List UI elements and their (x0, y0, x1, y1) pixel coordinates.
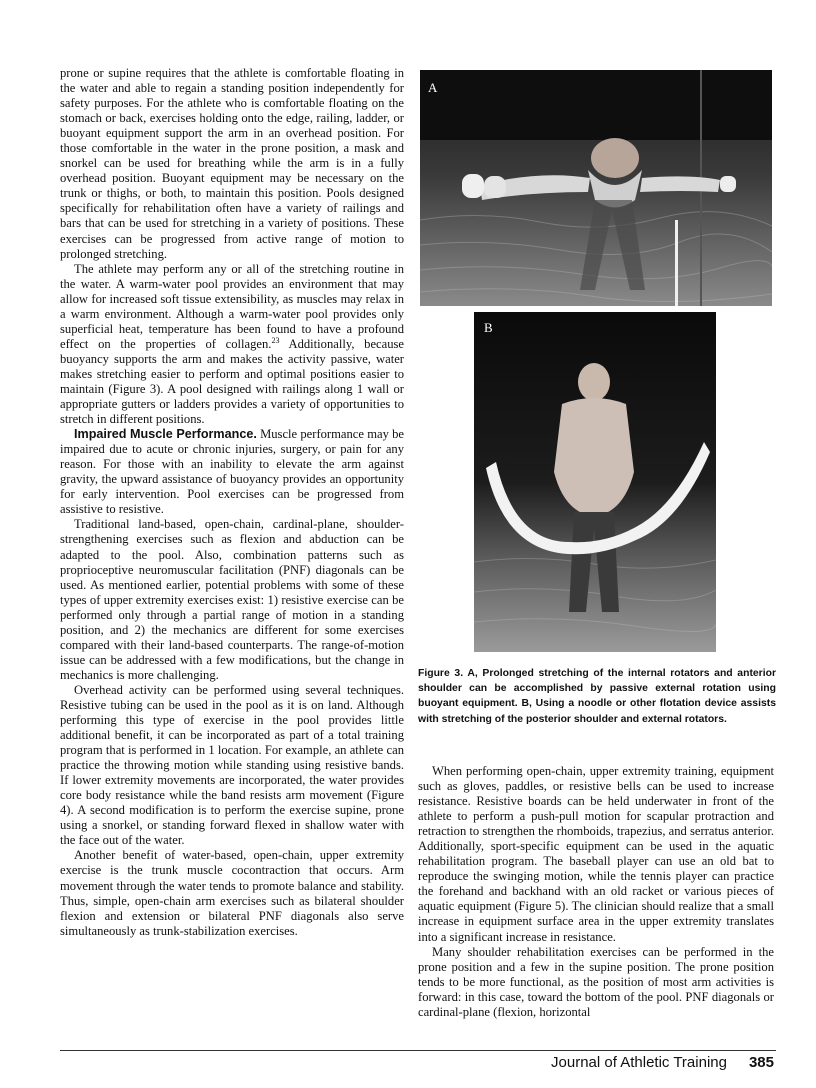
section-heading: Impaired Muscle Performance. (74, 427, 257, 442)
paragraph-text: Additionally, because buoyancy supports the arm and makes the activity passive, water makes stretching easier to perform and optimal positions easier to maintain (Figure 3). A pool designed with railings along 1 wall or appropriate gutters or ladders provides a variety of opportunities to stretch in different positions. (60, 336, 404, 427)
figure-3a-photo (420, 70, 772, 306)
page-footer (551, 1054, 774, 1071)
paragraph-text: The athlete may perform any or all of the stretching routine in the water. A warm-water pool provides an environment that may allow for increased soft tissue extensibility, as muscles may relax in a warm environment. Although a warm-water pool provides only superficial heat, temperature has been found to have a profound effect on the properties of collagen. (60, 261, 404, 351)
paragraph: Overhead activity can be performed using several techniques. Resistive tubing can be used in the pool as it is on land. Although performing this type of exercise in the pool provides little additional benefit, it can be incorporated as part of a total training program that is performed in 1 location. For example, an athlete can practice the throwing motion while standing using resistive bands. If lower extremity movements are incorporated, the water provides core body resistance while the band resists arm movement (Figure 4). A second modification is to perform the exercise supine, prone using a snorkel, or standing forward flexed in shallow water with the face out of the water. (60, 682, 404, 848)
figure-3a-image (420, 70, 772, 306)
figure-caption: Figure 3. A, Prolonged stretching of the internal rotators and anterior shoulder can be accomplished by passive external rotation using buoyant equipment. B, Using a noodle or other flotation device assists with stretching of the posterior shoulder and external rotators. (418, 668, 776, 725)
paragraph-text: Muscle performance may be impaired due to acute or chronic injuries, surgery, or pain for any reason. For those with an inability to elevate the arm against gravity, the upward assistance of buoyancy provides an opportunity for early intervention. Pool exercises can be progressed from assistive to resistive. (60, 427, 404, 517)
paragraph: Another benefit of water-based, open-chain, upper extremity exercise is the trunk muscle cocontraction that occurs. Arm movement through the water tends to promote balance and stability. Thus, simple, open-chain arm exercises such as bilateral shoulder flexion and extension or bilateral PNF diagonals also serve simultaneously as trunk-stabilization exercises. (60, 848, 404, 938)
paragraph: Many shoulder rehabilitation exercises can be performed in the prone position and a few in the supine position. The prone position tends to be more functional, as the position of most arm activities is forward: in this case, toward the bottom of the pool. PNF diagonals or cardinal-plane (flexion, horizontal (418, 944, 774, 1019)
page-number: 385 (748, 1054, 774, 1071)
paragraph: When performing open-chain, upper extremity training, equipment such as gloves, paddles, or resistive bells can be used to increase resistance. Resistive boards can be held underwater in front of the athlete to perform a push-pull motion for scapular protraction and retraction to strengthen the rhomboids, trapezius, and serratus anterior. Additionally, sport-specific equipment can be used in the aquatic rehabilitation program. The baseball player can use an old bat to reproduce the swinging motion, while the tennis player can practice the forehand and backhand with an old racket or various pieces of aquatic equipment (Figure 5). The clinician should realize that a small increase in equipment surface area in the upper extremity translates into a significant increase in resistance. (418, 764, 774, 944)
paragraph: Traditional land-based, open-chain, cardinal-plane, shoulder-strengthening exercises such as flexion and abduction can be adapted to the pool. Also, combination patterns such as proprioceptive neuromuscular facilitation (PNF) diagonals can be used. As mentioned earlier, potential problems with some of these types of upper extremity exercises exist: 1) resistive exercise can be performed only through a partial range of motion in a standing position, and 2) the mechanics are different for some exercises compared with their land-based counterparts. The range-of-motion issue can be addressed with a few modifications, but the change in mechanics is more challenging. (60, 517, 404, 682)
journal-name: Journal of Athletic Training (551, 1054, 727, 1071)
footer-rule (60, 1050, 776, 1051)
paragraph (60, 427, 404, 517)
figure-3b-image (474, 312, 716, 652)
figure-label-b: B (484, 320, 493, 335)
right-column (418, 764, 774, 1020)
paragraph: prone or supine requires that the athlete is comfortable floating in the water and able to regain a standing position independently for safety purposes. For the athlete who is comfortable floating on the stomach or back, exercises holding onto the edge, railing, ladder, or buoyant equipment support the arm in an overhead position. For those comfortable in the water in the prone position, a mask and snorkel can be used for breathing while the arm is in a fully overhead position. Buoyant equipment may be necessary on the trunk or thighs, or both, to maintain this position. Pools designed specifically for rehabilitation often have a variety of railings and bars that can be used for stretching in a variety of positions. These exercises can be progressed from active range of motion to prolonged stretching. (60, 66, 404, 261)
paragraph (60, 262, 404, 428)
figure-3b-photo (474, 312, 716, 652)
citation: 23 (271, 335, 280, 345)
left-column (60, 66, 404, 939)
figure-label-a: A (428, 80, 438, 95)
